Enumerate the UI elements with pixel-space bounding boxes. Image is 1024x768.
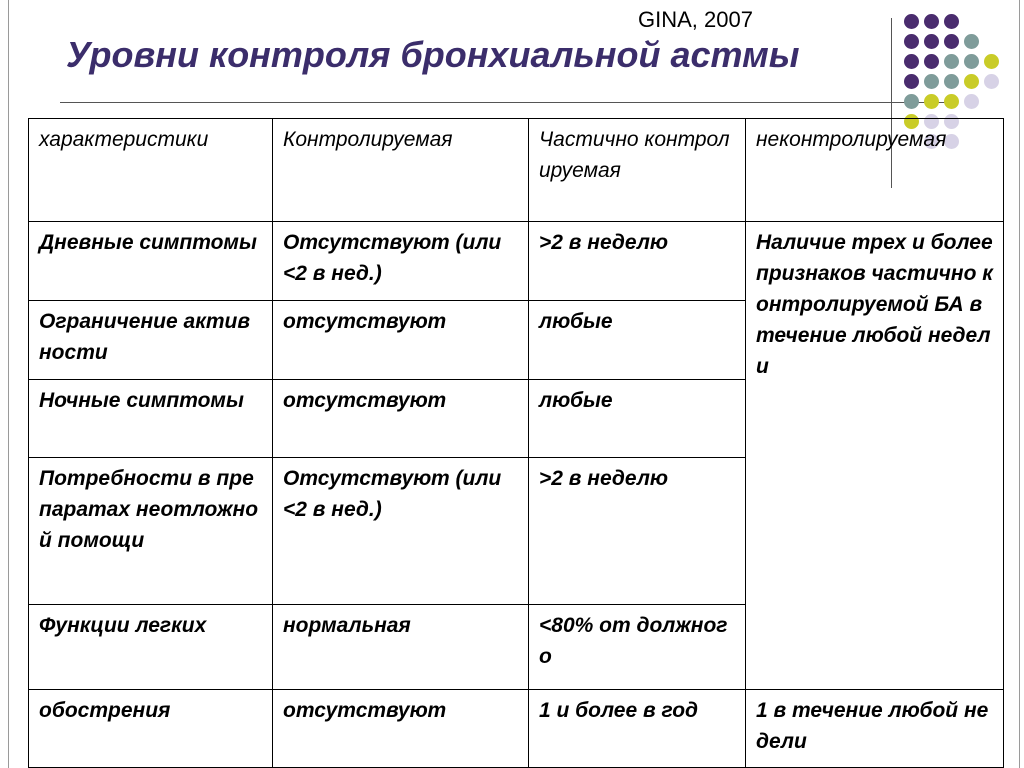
row-partly-controlled: любые (529, 301, 746, 380)
decorative-dot (944, 54, 959, 69)
decorative-dot (924, 94, 939, 109)
decorative-dot (924, 14, 939, 29)
header-characteristics: характеристики (29, 119, 273, 222)
decorative-dot (984, 74, 999, 89)
decorative-dot (904, 94, 919, 109)
decorative-dot (984, 54, 999, 69)
row-controlled: Отсутствуют (или <2 в нед.) (273, 458, 529, 605)
header-uncontrolled: неконтролируемая (746, 119, 1004, 222)
decorative-dot (964, 74, 979, 89)
row-characteristic: Функции легких (29, 605, 273, 690)
row-partly-controlled: >2 в неделю (529, 458, 746, 605)
row-controlled: отсутствуют (273, 690, 529, 768)
row-partly-controlled: <80% от должного (529, 605, 746, 690)
row-uncontrolled: 1 в течение любой недели (746, 690, 1004, 768)
decorative-dot (904, 54, 919, 69)
decorative-dot (924, 74, 939, 89)
row-characteristic: обострения (29, 690, 273, 768)
row-characteristic: Дневные симптомы (29, 222, 273, 301)
decorative-dot (964, 54, 979, 69)
decorative-dot (964, 94, 979, 109)
slide-title: Уровни контроля бронхиальной астмы (66, 34, 800, 75)
decorative-dot (964, 34, 979, 49)
decorative-dot (944, 94, 959, 109)
decorative-dot (944, 34, 959, 49)
decorative-dot (944, 74, 959, 89)
decorative-dot (904, 34, 919, 49)
row-partly-controlled: любые (529, 380, 746, 458)
uncontrolled-merged-cell: Наличие трех и более признаков частично контролируемой БА в течение любой недели (746, 222, 1004, 690)
decorative-horizontal-line (60, 102, 945, 103)
table-row (29, 690, 1004, 768)
row-controlled: отсутствуют (273, 380, 529, 458)
row-partly-controlled: >2 в неделю (529, 222, 746, 301)
decorative-dot (904, 74, 919, 89)
header-partly-controlled: Частично контролируемая (529, 119, 746, 222)
decorative-dot (924, 54, 939, 69)
table-row (29, 222, 1004, 301)
row-controlled: нормальная (273, 605, 529, 690)
asthma-control-table (28, 118, 1004, 768)
header-controlled: Контролируемая (273, 119, 529, 222)
row-characteristic: Потребности в препаратах неотложной помощи (29, 458, 273, 605)
source-label: GINA, 2007 (638, 7, 753, 32)
row-controlled: отсутствуют (273, 301, 529, 380)
decorative-dot (924, 34, 939, 49)
decorative-dot (944, 14, 959, 29)
decorative-dot (904, 14, 919, 29)
row-characteristic: Ночные симптомы (29, 380, 273, 458)
row-characteristic: Ограничение активности (29, 301, 273, 380)
row-controlled: Отсутствуют (или <2 в нед.) (273, 222, 529, 301)
row-partly-controlled: 1 и более в год (529, 690, 746, 768)
table-header-row (29, 119, 1004, 222)
